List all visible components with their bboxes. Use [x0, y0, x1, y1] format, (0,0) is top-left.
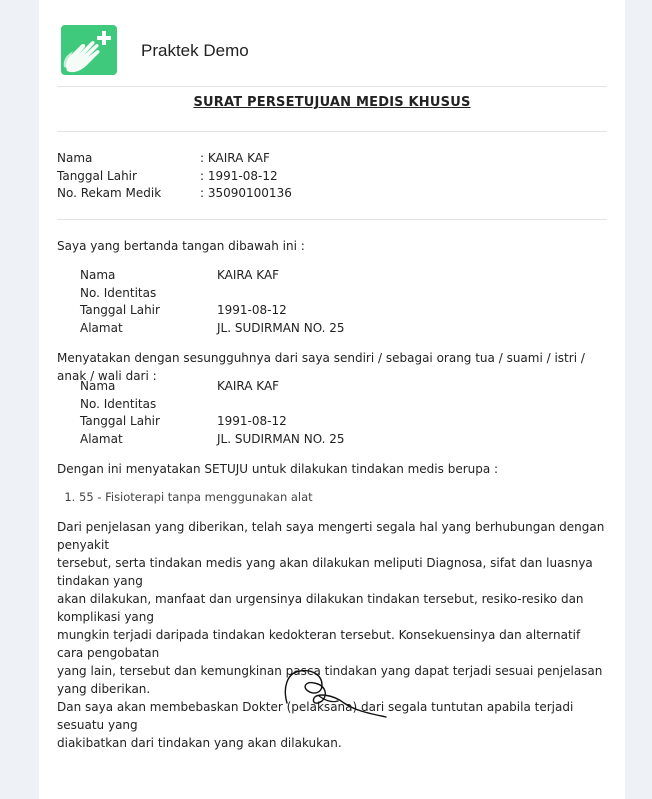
intro-text: Saya yang bertanda tangan dibawah ini :	[57, 239, 305, 253]
signer-label: Alamat	[80, 320, 123, 335]
body-line: Dan saya akan membebaskan Dokter (pelaksana) dari segala tuntutan apabila terjadi sesuatu yang	[57, 700, 574, 732]
signer-info	[80, 267, 345, 337]
document-header	[61, 25, 601, 75]
subject-label: No. Identitas	[80, 396, 157, 411]
procedure-list	[61, 489, 313, 506]
hand-plus-icon	[61, 25, 117, 75]
patient-value: : 35090100136	[200, 186, 292, 201]
patient-row	[57, 185, 292, 203]
signer-value: JL. SUDIRMAN NO. 25	[217, 320, 345, 335]
subject-info	[80, 378, 345, 448]
clinic-name: Praktek Demo	[141, 41, 249, 60]
signer-row	[80, 267, 345, 285]
document-title: SURAT PERSETUJUAN MEDIS KHUSUS	[193, 95, 471, 110]
patient-label: Nama	[57, 151, 93, 165]
consent-text: Dengan ini menyatakan SETUJU untuk dilakukan tindakan medis berupa :	[57, 462, 499, 476]
signer-label: Tanggal Lahir	[80, 303, 160, 318]
patient-label: Tanggal Lahir	[57, 168, 137, 183]
title-divider	[57, 131, 607, 132]
body-line: Dari penjelasan yang diberikan, telah saya mengerti segala hal yang berhubungan dengan penyakit	[57, 520, 605, 552]
signer-row	[80, 285, 345, 303]
patient-row	[57, 150, 292, 168]
body-line: diakibatkan dari tindakan yang akan dilakukan.	[57, 736, 342, 750]
patient-value: : KAIRA KAF	[200, 151, 270, 165]
declaration-text: Menyatakan dengan sesungguhnya dari saya sendiri / sebagai orang tua / suami / istri / anak / wali dari :	[57, 351, 585, 383]
signature	[282, 663, 392, 723]
procedure-item: 1. 55 - Fisioterapi tanpa menggunakan alat	[79, 489, 313, 506]
subject-row	[80, 378, 345, 396]
document-page	[39, 0, 625, 799]
subject-row	[80, 413, 345, 431]
header-divider	[57, 86, 607, 87]
patient-value: : 1991-08-12	[200, 168, 278, 183]
subject-row	[80, 396, 345, 414]
subject-value: 1991-08-12	[217, 414, 287, 429]
clinic-logo	[61, 25, 117, 75]
body-line: mungkin terjadi daripada tindakan kedokteran tersebut. Konsekuensinya dan alternatif cara pengobatan	[57, 628, 581, 660]
subject-label: Nama	[80, 379, 116, 393]
patient-divider	[57, 219, 607, 220]
body-line: akan dilakukan, manfaat dan urgensinya dilakukan tindakan tersebut, resiko-resiko dan komplikasi yang	[57, 592, 584, 624]
signer-value: 1991-08-12	[217, 303, 287, 318]
patient-info	[57, 150, 292, 203]
signer-row	[80, 320, 345, 338]
signer-label: No. Identitas	[80, 285, 157, 300]
subject-value: KAIRA KAF	[217, 379, 280, 393]
patient-label: No. Rekam Medik	[57, 186, 162, 201]
subject-label: Tanggal Lahir	[80, 414, 160, 429]
subject-label: Alamat	[80, 431, 123, 446]
signer-label: Nama	[80, 268, 116, 282]
signer-value: KAIRA KAF	[217, 268, 280, 282]
body-line: yang lain, tersebut dan kemungkinan pasca tindakan yang dapat terjadi sesuai penjelasan yang diberikan.	[57, 664, 603, 696]
subject-value: JL. SUDIRMAN NO. 25	[217, 431, 345, 446]
patient-row	[57, 168, 292, 186]
subject-row	[80, 431, 345, 449]
body-line: tersebut, serta tindakan medis yang akan dilakukan meliputi Diagnosa, sifat dan luasnya tindakan yang	[57, 556, 593, 588]
signer-row	[80, 302, 345, 320]
